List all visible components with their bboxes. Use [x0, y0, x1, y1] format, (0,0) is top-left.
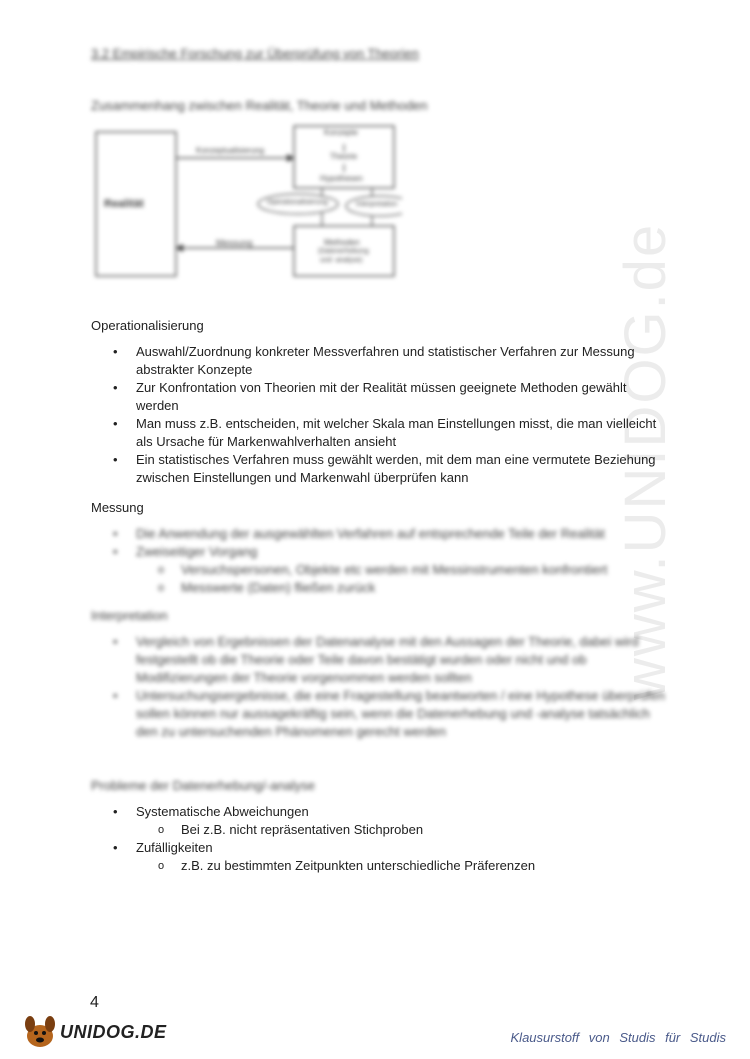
list-item: • Untersuchungsergebnisse, die eine Fragestellung beantworten / eine Hypothese überprüfen sollen können nur aussagekräftig sein, wenn die Datenerhebung und -analyse tatsächlich den zu untersuchenden Phänomenen gerecht werden	[91, 687, 671, 741]
label-methoden-sub2: und -analyse)	[320, 257, 363, 264]
messung-list	[91, 525, 671, 597]
interpretation-list	[91, 633, 671, 741]
page-number: 4	[90, 994, 99, 1011]
theory-diagram	[92, 122, 402, 280]
list-item: • Vergleich von Ergebnissen der Datenanalyse mit den Aussagen der Theorie, dabei wird festgestellt ob die Theorie oder Teile davon bestätigt wurden oder nicht und ob Modifizierungen der Theorie vorgenommen werden sollten	[91, 633, 671, 687]
label-operationalisierung: Operationalisierung	[267, 199, 328, 206]
list-item-text: Zufälligkeiten	[136, 840, 213, 855]
label-hypothesen: Hypothesen	[320, 174, 363, 183]
label-konzepte: Konzepte	[324, 128, 358, 137]
messung-title: Messung	[91, 500, 144, 515]
label-interpretation: Interpretation	[356, 201, 398, 208]
label-konzeptualisierung: Konzeptualisierung	[196, 146, 265, 155]
dog-icon	[20, 1012, 60, 1050]
watermark: www.UNIDOG.de	[613, 222, 678, 700]
probleme-list	[91, 803, 671, 875]
diagram-title: Zusammenhang zwischen Realität, Theorie und Methoden	[91, 98, 428, 113]
probleme-title: Probleme der Datenerhebung/-analyse	[91, 778, 316, 793]
list-item	[91, 803, 671, 839]
sub-item: o z.B. zu bestimmten Zeitpunkten unterschiedliche Präferenzen	[136, 857, 671, 875]
sub-item: o Messwerte (Daten) fließen zurück	[136, 579, 671, 597]
probleme-sublist-1	[136, 821, 671, 839]
operationalisierung-title: Operationalisierung	[91, 318, 204, 333]
list-item	[91, 839, 671, 875]
sub-item: o Versuchspersonen, Objekte etc werden mit Messinstrumenten konfrontiert	[136, 561, 671, 579]
list-item	[91, 543, 671, 597]
list-item-text: Systematische Abweichungen	[136, 804, 309, 819]
list-item: • Ein statistisches Verfahren muss gewählt werden, mit dem man eine vermutete Beziehung zwischen Einstellungen und Markenwahl überprüfen kann	[91, 451, 671, 487]
unidog-logo	[20, 1012, 167, 1050]
footer-tagline: Klausurstoff von Studis für Studis	[510, 1030, 726, 1045]
label-messung: Messung	[216, 238, 253, 248]
label-methoden: Methoden	[324, 238, 360, 247]
list-item-text: Zweiseitiger Vorgang	[136, 544, 258, 559]
interpretation-title: Interpretation	[91, 608, 168, 623]
label-methoden-sub1: (Datenerhebung	[318, 248, 369, 255]
label-theorie: Theorie	[330, 152, 358, 161]
messung-sublist	[136, 561, 671, 597]
list-item: • Auswahl/Zuordnung konkreter Messverfahren und statistischer Verfahren zur Messung abstrakter Konzepte	[91, 343, 671, 379]
logo-text: UNIDOG.DE	[60, 1022, 167, 1042]
list-item: • Die Anwendung der ausgewählten Verfahren auf entsprechende Teile der Realität	[91, 525, 671, 543]
list-item: • Zur Konfrontation von Theorien mit der Realität müssen geeignete Methoden gewählt werden	[91, 379, 671, 415]
sub-item: o Bei z.B. nicht repräsentativen Stichproben	[136, 821, 671, 839]
label-realitaet: Realität	[104, 198, 144, 210]
probleme-sublist-2	[136, 857, 671, 875]
operationalisierung-list	[91, 343, 671, 487]
list-item: • Man muss z.B. entscheiden, mit welcher Skala man Einstellungen misst, die man vielleicht als Ursache für Markenwahlverhalten ansieht	[91, 415, 671, 451]
section-heading: 3.2 Empirische Forschung zur Überprüfung von Theorien	[91, 46, 419, 61]
